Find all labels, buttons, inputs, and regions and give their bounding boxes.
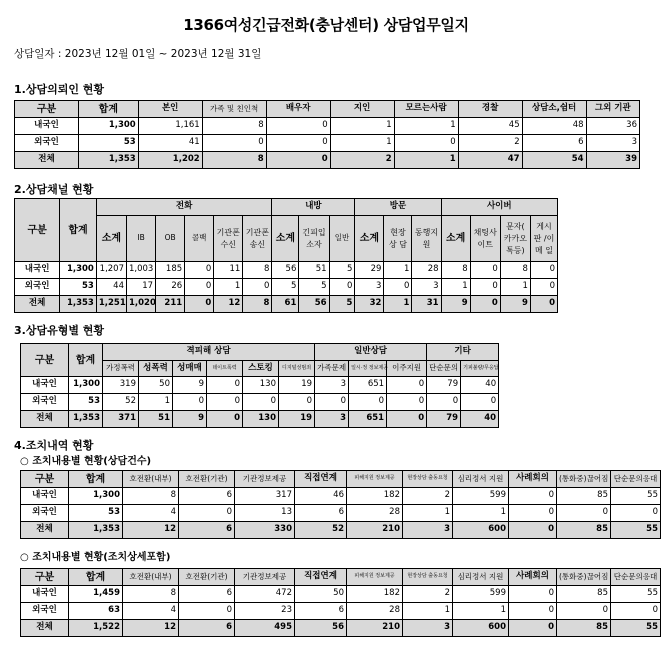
cell: 48 bbox=[522, 118, 586, 135]
row-label: 외국인 bbox=[15, 279, 60, 296]
section-4-sub1: ○ 조치내용별 현황(상담건수) bbox=[20, 456, 152, 467]
header-transfer-internal: 호전환(내부) bbox=[123, 569, 179, 586]
cell: 0 bbox=[509, 603, 557, 620]
cell: 3 bbox=[403, 522, 453, 539]
cell: 0 bbox=[557, 603, 611, 620]
header-info: 일시·정 정보제공 bbox=[349, 361, 387, 377]
row-label: 외국인 bbox=[21, 603, 69, 620]
table-row bbox=[21, 377, 499, 394]
cell: 32 bbox=[355, 296, 384, 313]
cell: 0 bbox=[266, 118, 330, 135]
header-transfer-internal: 호전환(내부) bbox=[123, 471, 179, 488]
cell: 1 bbox=[214, 279, 243, 296]
header-simple-reply: 단순문의응대 bbox=[611, 471, 661, 488]
cell: 1 bbox=[453, 603, 509, 620]
table-row-total bbox=[15, 152, 640, 169]
cell: 47 bbox=[458, 152, 522, 169]
row-label: 내국인 bbox=[21, 586, 69, 603]
cell: 1,300 bbox=[69, 488, 123, 505]
cell: 12 bbox=[123, 522, 179, 539]
table-row bbox=[15, 135, 640, 152]
header-subtotal: 소계 bbox=[96, 216, 126, 262]
cell: 45 bbox=[458, 118, 522, 135]
cell: 4 bbox=[123, 603, 179, 620]
cell: 0 bbox=[509, 505, 557, 522]
header-disconnected: (통화중)끊어짐 bbox=[557, 471, 611, 488]
cell: 210 bbox=[347, 522, 403, 539]
cell: 1,300 bbox=[69, 377, 103, 394]
row-label: 외국인 bbox=[21, 505, 69, 522]
header-migration: 이주지원 bbox=[387, 361, 427, 377]
cell: 56 bbox=[299, 296, 329, 313]
cell: 1,300 bbox=[60, 262, 97, 279]
cell: 371 bbox=[103, 411, 139, 428]
cell: 8 bbox=[500, 262, 530, 279]
cell: 319 bbox=[103, 377, 139, 394]
header-onsite-dispatch: 현장상담 출동요청 bbox=[403, 471, 453, 488]
cell: 12 bbox=[214, 296, 243, 313]
header-police: 경찰 bbox=[458, 101, 522, 118]
cell: 8 bbox=[123, 488, 179, 505]
cell: 85 bbox=[557, 620, 611, 637]
cell: 0 bbox=[387, 394, 427, 411]
row-label: 내국인 bbox=[21, 377, 69, 394]
header-family: 가족 및 친인척 bbox=[202, 101, 266, 118]
cell: 0 bbox=[179, 603, 235, 620]
cell: 0 bbox=[315, 394, 349, 411]
cell: 53 bbox=[78, 135, 138, 152]
cell: 63 bbox=[69, 603, 123, 620]
cell: 182 bbox=[347, 488, 403, 505]
cell: 8 bbox=[202, 152, 266, 169]
row-label: 내국인 bbox=[21, 488, 69, 505]
cell: 17 bbox=[127, 279, 156, 296]
cell: 651 bbox=[349, 411, 387, 428]
cell: 185 bbox=[156, 262, 185, 279]
cell: 3 bbox=[315, 411, 349, 428]
cell: 6 bbox=[295, 603, 347, 620]
table-row bbox=[21, 586, 661, 603]
header-subtotal: 소계 bbox=[272, 216, 299, 262]
cell: 8 bbox=[123, 586, 179, 603]
cell: 0 bbox=[509, 586, 557, 603]
table-row-total bbox=[21, 620, 661, 637]
row-label: 전체 bbox=[21, 522, 69, 539]
header-digital: 디지털성범죄 bbox=[279, 361, 315, 377]
cell: 50 bbox=[139, 377, 173, 394]
table-row bbox=[15, 118, 640, 135]
row-label: 내국인 bbox=[15, 262, 60, 279]
cell: 0 bbox=[470, 262, 500, 279]
cell: 31 bbox=[412, 296, 441, 313]
cell: 8 bbox=[202, 118, 266, 135]
cell: 0 bbox=[207, 411, 243, 428]
cell: 61 bbox=[272, 296, 299, 313]
header-sexual: 성폭력 bbox=[139, 361, 173, 377]
table-row bbox=[15, 262, 558, 279]
cell: 0 bbox=[387, 377, 427, 394]
header-psych-support: 심리정서 지원 bbox=[453, 569, 509, 586]
cell: 56 bbox=[272, 262, 299, 279]
header-onsite-dispatch: 현장상담 출동요청 bbox=[403, 569, 453, 586]
cell: 19 bbox=[279, 377, 315, 394]
header-agency-in: 기관폰 수신 bbox=[214, 216, 243, 262]
cell: 317 bbox=[235, 488, 295, 505]
header-sms: 문자( 카카오 톡등) bbox=[500, 216, 530, 262]
header-direct-link: 직접연계 bbox=[295, 569, 347, 586]
row-label: 전체 bbox=[15, 152, 79, 169]
cell: 46 bbox=[295, 488, 347, 505]
cell: 8 bbox=[441, 262, 470, 279]
cell: 3 bbox=[403, 620, 453, 637]
cell: 53 bbox=[60, 279, 97, 296]
header-total: 합계 bbox=[69, 471, 123, 488]
header-callback: 콜백 bbox=[185, 216, 214, 262]
cell: 51 bbox=[299, 262, 329, 279]
cell: 6 bbox=[179, 620, 235, 637]
header-subtotal: 소계 bbox=[441, 216, 470, 262]
cell: 182 bbox=[347, 586, 403, 603]
cell: 50 bbox=[295, 586, 347, 603]
cell: 26 bbox=[156, 279, 185, 296]
cell: 130 bbox=[243, 411, 279, 428]
cell: 11 bbox=[214, 262, 243, 279]
cell: 39 bbox=[586, 152, 639, 169]
table-row bbox=[21, 505, 661, 522]
cell: 651 bbox=[349, 377, 387, 394]
cell: 1 bbox=[394, 152, 458, 169]
cell: 41 bbox=[138, 135, 202, 152]
cell: 0 bbox=[329, 279, 355, 296]
cell: 6 bbox=[522, 135, 586, 152]
header-simple-reply: 단순문의응대 bbox=[611, 569, 661, 586]
cell: 79 bbox=[427, 377, 461, 394]
cell: 1 bbox=[441, 279, 470, 296]
header-etc: 기타 bbox=[427, 344, 499, 361]
cell: 0 bbox=[530, 279, 557, 296]
header-field-visit: 방문 bbox=[355, 199, 441, 216]
cell: 0 bbox=[387, 411, 427, 428]
header-category: 구분 bbox=[21, 344, 69, 377]
cell: 85 bbox=[557, 488, 611, 505]
header-damage-info: 피해지원 정보제공 bbox=[347, 569, 403, 586]
header-domestic: 가정폭력 bbox=[103, 361, 139, 377]
cell: 1,353 bbox=[69, 522, 123, 539]
cell: 1 bbox=[139, 394, 173, 411]
cell: 40 bbox=[461, 411, 499, 428]
cell: 1,353 bbox=[60, 296, 97, 313]
row-label: 외국인 bbox=[15, 135, 79, 152]
header-agency-out: 기관폰 송신 bbox=[243, 216, 272, 262]
header-no-response: 기피불량/무응답 bbox=[461, 361, 499, 377]
cell: 1 bbox=[394, 118, 458, 135]
cell: 0 bbox=[530, 296, 557, 313]
cell: 0 bbox=[509, 620, 557, 637]
cell: 53 bbox=[69, 394, 103, 411]
cell: 85 bbox=[557, 586, 611, 603]
table-row-total bbox=[21, 522, 661, 539]
cell: 8 bbox=[243, 262, 272, 279]
cell: 3 bbox=[412, 279, 441, 296]
section-2-title: 2.상담채널 현황 bbox=[14, 183, 94, 196]
header-spouse: 배우자 bbox=[266, 101, 330, 118]
header-category: 구분 bbox=[21, 471, 69, 488]
cell: 3 bbox=[355, 279, 384, 296]
header-agency-info: 기관정보제공 bbox=[235, 471, 295, 488]
header-self: 본인 bbox=[138, 101, 202, 118]
cell: 0 bbox=[243, 279, 272, 296]
cell: 79 bbox=[427, 411, 461, 428]
cell: 0 bbox=[266, 135, 330, 152]
page-title: 1366여성긴급전화(충남센터) 상담업무일지 bbox=[183, 16, 469, 34]
cell: 0 bbox=[185, 296, 214, 313]
cell: 0 bbox=[185, 279, 214, 296]
cell: 28 bbox=[347, 603, 403, 620]
cell: 51 bbox=[139, 411, 173, 428]
cell: 2 bbox=[403, 488, 453, 505]
cell: 1,251 bbox=[96, 296, 126, 313]
header-stranger: 모르는사람 bbox=[394, 101, 458, 118]
header-damage-info: 피해지원 정보제공 bbox=[347, 471, 403, 488]
table-row bbox=[15, 279, 558, 296]
cell: 0 bbox=[470, 296, 500, 313]
header-total: 합계 bbox=[69, 344, 103, 377]
cell: 0 bbox=[427, 394, 461, 411]
cell: 6 bbox=[179, 488, 235, 505]
action-status-table bbox=[20, 470, 661, 539]
table-row bbox=[21, 394, 499, 411]
type-status-table bbox=[20, 343, 499, 428]
table-row bbox=[21, 603, 661, 620]
header-dating: 데이트폭력 bbox=[207, 361, 243, 377]
cell: 0 bbox=[394, 135, 458, 152]
row-label: 전체 bbox=[21, 620, 69, 637]
header-simple: 단순문의 bbox=[427, 361, 461, 377]
cell: 0 bbox=[185, 262, 214, 279]
cell: 56 bbox=[295, 620, 347, 637]
cell: 1 bbox=[384, 262, 412, 279]
cell: 1 bbox=[330, 135, 394, 152]
cell: 44 bbox=[96, 279, 126, 296]
header-transfer-agency: 호전환(기관) bbox=[179, 569, 235, 586]
cell: 1 bbox=[403, 603, 453, 620]
cell: 0 bbox=[279, 394, 315, 411]
header-direct-link: 직접연계 bbox=[295, 471, 347, 488]
cell: 9 bbox=[500, 296, 530, 313]
header-family-issue: 가족문제 bbox=[315, 361, 349, 377]
cell: 28 bbox=[347, 505, 403, 522]
cell: 0 bbox=[179, 505, 235, 522]
cell: 12 bbox=[123, 620, 179, 637]
cell: 599 bbox=[453, 488, 509, 505]
channel-status-table bbox=[14, 198, 558, 313]
cell: 0 bbox=[611, 505, 661, 522]
cell: 1 bbox=[453, 505, 509, 522]
cell: 495 bbox=[235, 620, 295, 637]
cell: 0 bbox=[470, 279, 500, 296]
header-acquaintance: 지인 bbox=[330, 101, 394, 118]
cell: 53 bbox=[69, 505, 123, 522]
cell: 6 bbox=[179, 586, 235, 603]
cell: 472 bbox=[235, 586, 295, 603]
cell: 6 bbox=[179, 522, 235, 539]
header-cyber: 사이버 bbox=[441, 199, 557, 216]
cell: 0 bbox=[207, 394, 243, 411]
cell: 55 bbox=[611, 522, 661, 539]
header-prostitution: 성매매 bbox=[173, 361, 207, 377]
cell: 55 bbox=[611, 586, 661, 603]
cell: 13 bbox=[235, 505, 295, 522]
cell: 600 bbox=[453, 522, 509, 539]
cell: 1,003 bbox=[127, 262, 156, 279]
cell: 210 bbox=[347, 620, 403, 637]
header-violence: 젹피해 상담 bbox=[103, 344, 315, 361]
row-label: 내국인 bbox=[15, 118, 79, 135]
row-label: 전체 bbox=[21, 411, 69, 428]
cell: 29 bbox=[355, 262, 384, 279]
cell: 0 bbox=[384, 279, 412, 296]
cell: 330 bbox=[235, 522, 295, 539]
cell: 52 bbox=[103, 394, 139, 411]
table-row bbox=[21, 488, 661, 505]
cell: 23 bbox=[235, 603, 295, 620]
cell: 0 bbox=[611, 603, 661, 620]
cell: 3 bbox=[586, 135, 639, 152]
cell: 9 bbox=[173, 411, 207, 428]
cell: 1,459 bbox=[69, 586, 123, 603]
cell: 0 bbox=[266, 152, 330, 169]
cell: 0 bbox=[557, 505, 611, 522]
cell: 2 bbox=[458, 135, 522, 152]
table-row-total bbox=[15, 296, 558, 313]
cell: 52 bbox=[295, 522, 347, 539]
header-accompany: 동행지 원 bbox=[412, 216, 441, 262]
cell: 1,207 bbox=[96, 262, 126, 279]
section-4-title: 4.조치내역 현황 bbox=[14, 439, 94, 452]
cell: 2 bbox=[330, 152, 394, 169]
cell: 599 bbox=[453, 586, 509, 603]
row-label: 전체 bbox=[15, 296, 60, 313]
cell: 1 bbox=[384, 296, 412, 313]
cell: 2 bbox=[403, 586, 453, 603]
header-chat: 채팅사 이트 bbox=[470, 216, 500, 262]
header-general: 일반 bbox=[329, 216, 355, 262]
cell: 40 bbox=[461, 377, 499, 394]
cell: 1,161 bbox=[138, 118, 202, 135]
header-general: 일반상담 bbox=[315, 344, 427, 361]
cell: 0 bbox=[530, 262, 557, 279]
cell: 8 bbox=[243, 296, 272, 313]
action-detail-table bbox=[20, 568, 661, 637]
cell: 55 bbox=[611, 620, 661, 637]
header-onsite: 현장상 담 bbox=[384, 216, 412, 262]
header-transfer-agency: 호전환(기관) bbox=[179, 471, 235, 488]
cell: 85 bbox=[557, 522, 611, 539]
header-disconnected: (통화중)끊어짐 bbox=[557, 569, 611, 586]
header-category: 구분 bbox=[15, 101, 79, 118]
section-3-title: 3.상담유형별 현황 bbox=[14, 324, 105, 337]
header-stalking: 스토킹 bbox=[243, 361, 279, 377]
header-case-meeting: 사례회의 bbox=[509, 569, 557, 586]
header-ib: IB bbox=[127, 216, 156, 262]
cell: 0 bbox=[173, 394, 207, 411]
cell: 9 bbox=[173, 377, 207, 394]
cell: 54 bbox=[522, 152, 586, 169]
cell: 1 bbox=[403, 505, 453, 522]
cell: 6 bbox=[295, 505, 347, 522]
header-board: 게시판 /이메 일 bbox=[530, 216, 557, 262]
header-subtotal: 소계 bbox=[355, 216, 384, 262]
cell: 19 bbox=[279, 411, 315, 428]
cell: 5 bbox=[329, 296, 355, 313]
table-row-total bbox=[21, 411, 499, 428]
cell: 0 bbox=[509, 488, 557, 505]
header-phone: 전화 bbox=[96, 199, 272, 216]
cell: 0 bbox=[461, 394, 499, 411]
cell: 1,522 bbox=[69, 620, 123, 637]
cell: 1 bbox=[500, 279, 530, 296]
header-case-meeting: 사례회의 bbox=[509, 471, 557, 488]
cell: 5 bbox=[272, 279, 299, 296]
consultation-period: 상담일자 : 2023년 12월 01일 ~ 2023년 12월 31일 bbox=[14, 48, 262, 60]
cell: 1 bbox=[330, 118, 394, 135]
cell: 130 bbox=[243, 377, 279, 394]
cell: 36 bbox=[586, 118, 639, 135]
cell: 3 bbox=[315, 377, 349, 394]
cell: 0 bbox=[202, 135, 266, 152]
header-agency-info: 기관정보제공 bbox=[235, 569, 295, 586]
cell: 1,353 bbox=[69, 411, 103, 428]
section-1-title: 1.상담의뢰인 현황 bbox=[14, 83, 105, 96]
header-shelter: 상담소,쉼터 bbox=[522, 101, 586, 118]
header-category: 구분 bbox=[15, 199, 60, 262]
client-status-table bbox=[14, 100, 640, 169]
cell: 0 bbox=[349, 394, 387, 411]
row-label: 외국인 bbox=[21, 394, 69, 411]
header-total: 합계 bbox=[78, 101, 138, 118]
cell: 211 bbox=[156, 296, 185, 313]
header-other-agency: 그외 기관 bbox=[586, 101, 639, 118]
header-category: 구분 bbox=[21, 569, 69, 586]
cell: 55 bbox=[611, 488, 661, 505]
cell: 1,020 bbox=[127, 296, 156, 313]
header-total: 합계 bbox=[69, 569, 123, 586]
header-ob: OB bbox=[156, 216, 185, 262]
cell: 1,353 bbox=[78, 152, 138, 169]
cell: 5 bbox=[299, 279, 329, 296]
header-visit-in: 내방 bbox=[272, 199, 355, 216]
cell: 5 bbox=[329, 262, 355, 279]
header-emergency: 긴피입 소자 bbox=[299, 216, 329, 262]
cell: 0 bbox=[207, 377, 243, 394]
cell: 28 bbox=[412, 262, 441, 279]
section-4-sub2: ○ 조치내용별 현황(조치상세포함) bbox=[20, 552, 171, 563]
cell: 600 bbox=[453, 620, 509, 637]
header-total: 합계 bbox=[60, 199, 97, 262]
cell: 0 bbox=[243, 394, 279, 411]
header-psych-support: 심리정서 지원 bbox=[453, 471, 509, 488]
cell: 0 bbox=[509, 522, 557, 539]
cell: 1,202 bbox=[138, 152, 202, 169]
cell: 4 bbox=[123, 505, 179, 522]
cell: 1,300 bbox=[78, 118, 138, 135]
cell: 9 bbox=[441, 296, 470, 313]
